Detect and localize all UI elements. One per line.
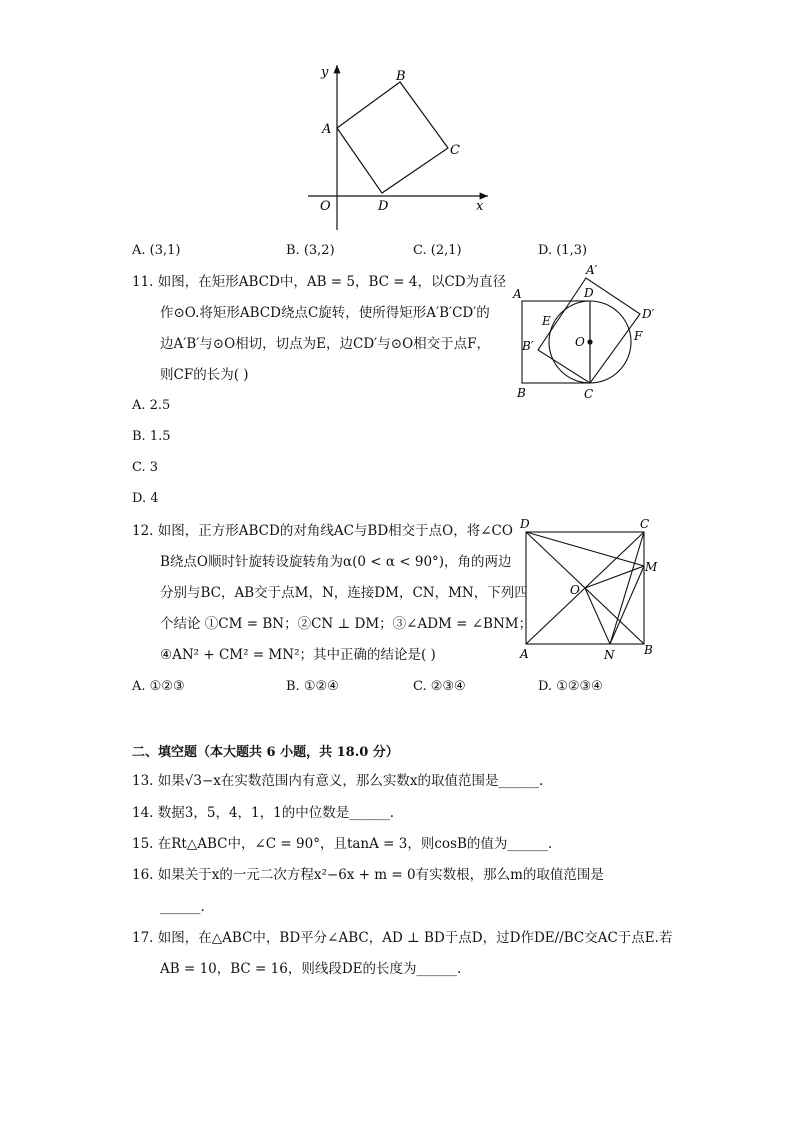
q17-line-2: AB = 10，BC = 16，则线段DE的长度为______. <box>160 961 462 977</box>
q11-figure <box>508 262 668 404</box>
q16-line-2: ______. <box>160 899 205 915</box>
label-e: E <box>542 314 551 328</box>
point-o <box>587 339 592 344</box>
segment-on <box>585 588 610 644</box>
label-f: F <box>634 329 643 343</box>
q15: 15. 在Rt△ABC中，∠C = 90°，且tanA = 3，则cosB的值为______. <box>132 836 553 852</box>
q16-line-1: 16. 如果关于x的一元二次方程x²−6x + m = 0有实数根，那么m的取值范围是 <box>132 867 604 883</box>
label-b-prime: B′ <box>522 339 534 353</box>
label-a-prime: A′ <box>586 263 598 277</box>
q12-figure <box>512 514 664 662</box>
q11-line-4: 则CF的长为( ) <box>160 367 249 383</box>
q11-option-a[interactable]: A. 2.5 <box>132 398 171 413</box>
q11-option-c[interactable]: C. 3 <box>132 460 159 475</box>
q10-option-a[interactable]: A. (3,1) <box>132 243 181 258</box>
label-a: A <box>322 122 332 137</box>
label-c: C <box>640 517 650 531</box>
q14: 14. 数据3，5，4，1，1的中位数是______. <box>132 805 394 821</box>
label-b: B <box>396 69 406 84</box>
label-d-prime: D′ <box>642 307 655 321</box>
label-n: N <box>604 648 615 662</box>
q12-line-4: 个结论 ①CM = BN；②CN ⊥ DM；③∠ADM = ∠BNM； <box>160 616 533 632</box>
segment-mn <box>610 566 644 644</box>
label-d: D <box>520 517 530 531</box>
label-x: x <box>476 199 484 214</box>
square-abcd <box>337 82 448 193</box>
label-c: C <box>450 143 460 158</box>
q17-line-1: 17. 如图，在△ABC中，BD平分∠ABC，AD ⊥ BD于点D，过D作DE//BC交AC于点E.若 <box>132 930 673 946</box>
q11-option-b[interactable]: B. 1.5 <box>132 429 171 444</box>
q10-figure <box>300 60 500 235</box>
q10-option-d[interactable]: D. (1,3) <box>538 243 588 258</box>
q13: 13. 如果√3−x在实数范围内有意义，那么实数x的取值范围是______. <box>132 773 544 789</box>
q12-line-1: 12. 如图，正方形ABCD的对角线AC与BD相交于点O，将∠CO <box>132 523 513 539</box>
label-a: A <box>513 287 522 301</box>
q12-option-b[interactable]: B. ①②④ <box>286 679 339 694</box>
label-d: D <box>378 199 389 214</box>
label-y: y <box>321 65 329 80</box>
q11-option-d[interactable]: D. 4 <box>132 491 159 506</box>
label-d: D <box>584 286 594 300</box>
segment-om <box>585 566 644 588</box>
q12-line-3: 分别与BC，AB交于点M，N，连接DM，CN，MN，下列四 <box>160 585 528 601</box>
q11-line-1: 11. 如图，在矩形ABCD中，AB = 5，BC = 4，以CD为直径 <box>132 274 507 290</box>
q12-option-d[interactable]: D. ①②③④ <box>538 679 603 694</box>
q12-line-2: B绕点O顺时针旋转设旋转角为α(0 < α < 90°)，角的两边 <box>160 554 512 570</box>
section-2-title: 二、填空题（本大题共 6 小题，共 18.0 分） <box>132 745 399 760</box>
q12-option-c[interactable]: C. ②③④ <box>413 679 466 694</box>
label-m: M <box>645 560 658 574</box>
q11-line-3: 边A′B′与⊙O相切，切点为E，边CD′与⊙O相交于点F， <box>160 336 490 352</box>
q10-option-c[interactable]: C. (2,1) <box>413 243 462 258</box>
label-o: O <box>575 335 585 349</box>
label-c: C <box>584 387 594 401</box>
label-o: O <box>570 583 580 597</box>
label-b: B <box>644 643 653 657</box>
q12-line-5: ④AN² + CM² = MN²；其中正确的结论是( ) <box>160 647 436 663</box>
label-b: B <box>517 386 526 400</box>
label-a: A <box>520 647 529 661</box>
q10-option-b[interactable]: B. (3,2) <box>286 243 335 258</box>
q12-option-a[interactable]: A. ①②③ <box>132 679 185 694</box>
q11-line-2: 作⊙O.将矩形ABCD绕点C旋转，使所得矩形A′B′CD′的 <box>160 305 490 321</box>
label-o: O <box>320 199 331 214</box>
